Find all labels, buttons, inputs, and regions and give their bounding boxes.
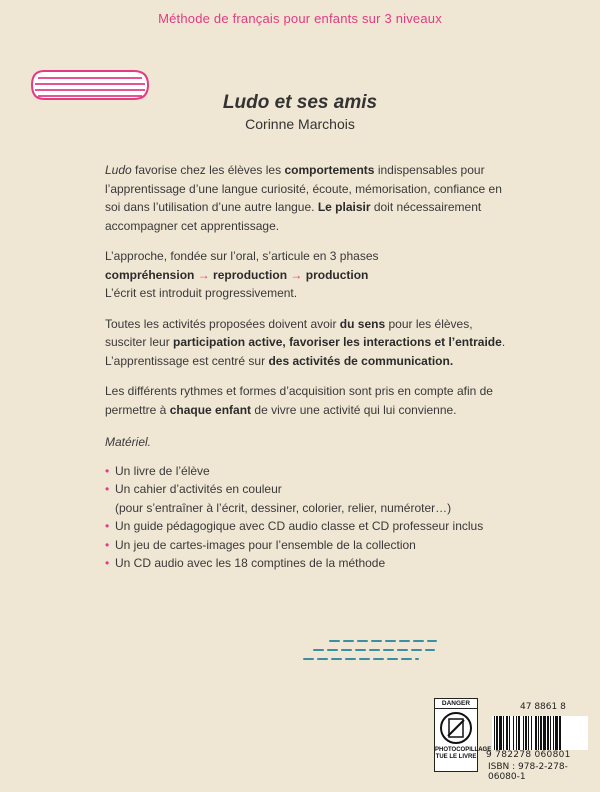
list-item <box>105 536 515 555</box>
dash-decoration <box>300 638 440 662</box>
list-item-detail: (pour s’entraîner à l’écrit, dessiner, colorier, relier, numéroter…) <box>115 500 452 515</box>
p2-outro: L’écrit est introduit progressivement. <box>105 286 298 300</box>
book-author: Corinne Marchois <box>245 116 355 132</box>
paragraph-approach <box>105 247 515 303</box>
photocopy-warning-icon <box>439 711 473 745</box>
series-tagline: Méthode de français pour enfants sur 3 niveaux <box>158 11 442 26</box>
danger-line-1: PHOTOCOPILLAGE <box>435 747 492 753</box>
p3-bold-communication: des activités de communication. <box>268 353 454 368</box>
list-item <box>105 462 515 481</box>
ludo-name: Ludo <box>105 163 132 177</box>
p3-text-a: Toutes les activités proposées doivent avoir <box>105 316 340 331</box>
paragraph-rhythms <box>105 382 515 419</box>
paragraph-behaviours <box>105 161 515 235</box>
p1-text-a: favorise chez les élèves les <box>131 163 285 177</box>
arrow-icon: → <box>197 267 210 282</box>
list-item <box>105 480 515 517</box>
list-item-label: Un livre de l’élève <box>115 463 210 478</box>
p1-bold-comportements: comportements <box>284 163 375 177</box>
p1-bold-plaisir: Le plaisir <box>317 200 371 214</box>
barcode-bars <box>492 716 588 750</box>
danger-heading: DANGER <box>435 699 477 709</box>
p4-bold-enfant: chaque enfant <box>169 402 252 417</box>
list-item-label: Un CD audio avec les 18 comptines de la méthode <box>115 556 386 570</box>
p2-intro: L’approche, fondée sur l’oral, s’articule en 3 phases <box>105 249 379 263</box>
p3-text-b: pour les élèves, susciter leur <box>105 316 473 349</box>
list-item-label: Un guide pédagogique avec CD audio classe et CD professeur inclus <box>115 519 484 533</box>
isbn-text: ISBN : 978-2-278-06080-1 <box>488 762 568 782</box>
phase-production: production <box>305 267 369 282</box>
photocopy-warning-logo <box>434 698 492 772</box>
bullet-icon: • <box>105 537 110 552</box>
p3-bold-participation: participation active, favoriser les interactions et l’entraide <box>173 335 502 349</box>
p3-text-c: . L’apprentissage est centré sur <box>105 335 506 368</box>
list-item <box>105 554 515 573</box>
product-code: 47 8861 8 <box>520 702 566 712</box>
p4-text-a: Les différents rythmes et formes d’acquisition sont pris en compte afin de permettre à <box>105 384 493 417</box>
p1-text-b: indispensables pour l’apprentissage d’une langue curiosité, écoute, mémorisation, confiance en soi dans l’utilisation d’une autre langue. <box>105 163 502 214</box>
arrow-icon: → <box>290 267 303 282</box>
p1-text-c: doit nécessairement accompagner cet apprentissage. <box>105 200 482 233</box>
phase-comprehension: compréhension <box>105 267 195 282</box>
list-item <box>105 517 515 536</box>
bullet-icon: • <box>105 463 110 478</box>
list-item-label: Un jeu de cartes-images pour l’ensemble de la collection <box>115 537 416 552</box>
danger-line-2: TUE LE LIVRE <box>435 754 477 760</box>
bullet-icon: • <box>105 482 110 496</box>
ean-number: 9 782278 060801 <box>486 750 571 760</box>
bullet-icon: • <box>105 519 110 533</box>
bullet-icon: • <box>105 556 110 570</box>
p3-bold-sens: du sens <box>339 316 386 331</box>
paragraph-activities <box>105 315 515 371</box>
barcode-block <box>486 702 590 782</box>
phase-reproduction: reproduction <box>213 267 288 282</box>
materiel-list <box>105 462 515 573</box>
book-title: Ludo et ses amis <box>222 92 378 113</box>
p4-text-b: de vivre une activité qui lui convienne. <box>251 402 457 417</box>
materiel-heading: Matériel. <box>105 435 152 449</box>
back-cover-text <box>105 161 515 573</box>
list-item-label: Un cahier d’activités en couleur <box>115 482 282 496</box>
